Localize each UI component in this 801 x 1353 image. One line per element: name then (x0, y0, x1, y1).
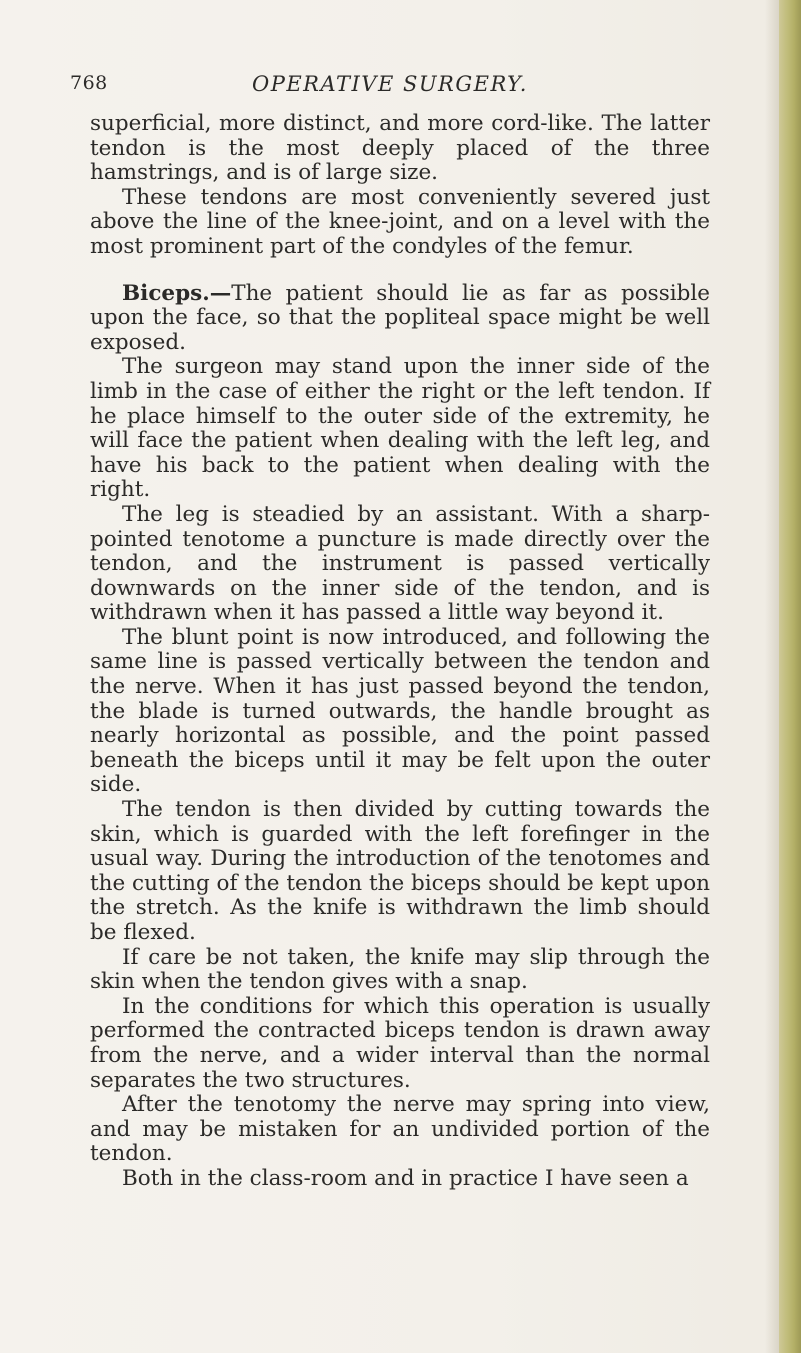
paragraph: The leg is steadied by an assistant. With a sharp-pointed tenotome a puncture is made directly over the tendon, and the instrument is passed vertically downwards on the inner side of the tendon, and is withdrawn when it has passed a little way beyond it. (90, 501, 710, 626)
page-edge-strip (779, 0, 801, 1353)
page-number: 768 (70, 72, 108, 94)
paragraph-biceps-heading (90, 282, 710, 356)
paragraph: If care be not taken, the knife may slip through the skin when the tendon gives with a snap. (90, 944, 710, 995)
section-heading: Biceps.— (122, 280, 232, 306)
paragraph: In the conditions for which this operation is usually performed the contracted biceps tendon is drawn away from the nerve, and a wider interval than the normal separates the two structures. (90, 993, 710, 1093)
paragraph: The blunt point is now introduced, and following the same line is passed vertically between the tendon and the nerve. When it has just passed beyond the tendon, the blade is turned outwards, the handle brought as nearly horizontal as possible, and the point passed beneath the biceps until it may be felt upon the outer side. (90, 624, 710, 798)
page-edge-shadow (765, 0, 779, 1353)
paragraph-text: The patient should lie as far as possible upon the face, so that the popliteal space might be well exposed. (90, 280, 710, 355)
paragraph: The surgeon may stand upon the inner side of the limb in the case of either the right or the left tendon. If he place himself to the outer side of the extremity, he will face the patient when dealing with the left leg, and have his back to the patient when dealing with the right. (90, 354, 710, 503)
running-head (70, 72, 710, 100)
paragraph-continuation: superficial, more distinct, and more cord-like. The latter tendon is the most deeply placed of the three hamstrings, and is of large size. (90, 111, 710, 186)
running-title: OPERATIVE SURGERY. (252, 72, 528, 96)
paragraph: These tendons are most conveniently severed just above the line of the knee-joint, and on a level with the most prominent part of the condyles of the femur. (90, 184, 710, 259)
paragraph: Both in the class-room and in practice I have seen a (122, 1165, 689, 1191)
paragraph: The tendon is then divided by cutting towards the skin, which is guarded with the left forefinger in the usual way. During the introduction of the tenotomes and the cutting of the tendon the biceps should be kept upon the stretch. As the knife is withdrawn the limb should be flexed. (90, 797, 710, 945)
body-text (90, 112, 710, 1192)
paragraph: After the tenotomy the nerve may spring into view, and may be mistaken for an undivided portion of the tendon. (90, 1092, 710, 1167)
